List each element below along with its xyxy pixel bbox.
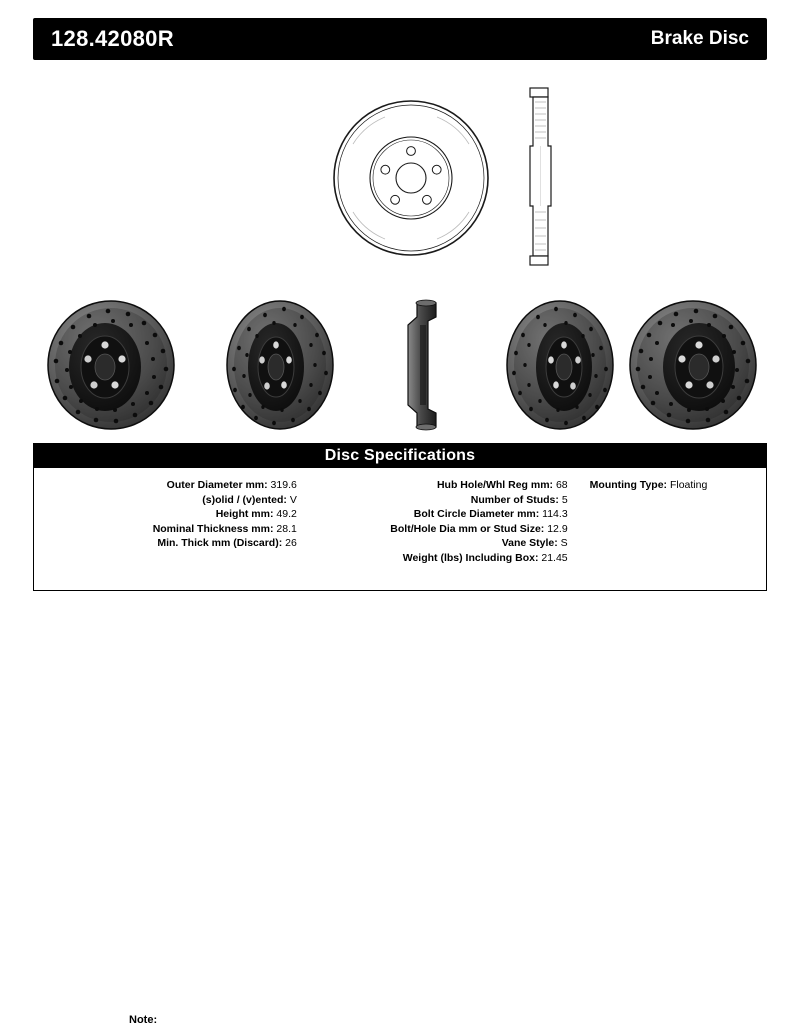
- rotor-photo-angle-right-center: [507, 301, 613, 429]
- spec-value: S: [560, 537, 568, 549]
- spec-value: 114.3: [542, 508, 568, 520]
- spec-value: 26: [285, 537, 297, 549]
- rotor-photo-angle-right: [630, 301, 756, 429]
- rotor-photo-row: [33, 295, 767, 435]
- rotor-photo-edge-center: [408, 300, 436, 430]
- spec-value: 319.6: [270, 479, 297, 491]
- disc-specifications-panel: [33, 443, 767, 1026]
- spec-label: Mounting Type:: [589, 479, 668, 491]
- spec-column-middle: [305, 478, 576, 565]
- spec-value: V: [289, 493, 297, 506]
- product-type: Brake Disc: [650, 28, 749, 49]
- spec-label: Height mm:: [215, 508, 274, 520]
- spec-row: [305, 522, 576, 537]
- spec-row: [576, 478, 766, 493]
- top-face-view: [334, 101, 488, 255]
- spec-row: [34, 478, 305, 493]
- spec-value: 49.2: [276, 508, 297, 520]
- spec-label: Bolt/Hole Dia mm or Stud Size:: [390, 522, 545, 535]
- spec-label: Nominal Thickness mm:: [152, 522, 274, 535]
- spec-label: Number of Studs:: [470, 493, 559, 506]
- spec-label: Min. Thick mm (Discard):: [157, 537, 283, 549]
- spec-row: [305, 536, 576, 551]
- spec-label: Bolt Circle Diameter mm:: [413, 508, 540, 520]
- spec-label: Weight (lbs) Including Box:: [402, 551, 539, 564]
- note-label: Note:: [129, 1014, 158, 1026]
- part-number: 128.42080R: [51, 26, 174, 51]
- spec-row: [305, 493, 576, 508]
- top-edge-view: [530, 88, 551, 265]
- spec-value: Floating: [669, 479, 708, 491]
- spec-value: 28.1: [276, 522, 297, 535]
- spec-value: 21.45: [541, 551, 568, 564]
- disc-line-drawings: [33, 70, 767, 285]
- spec-column-left: [34, 478, 305, 565]
- spec-row: [305, 478, 576, 493]
- spec-label: Hub Hole/Whl Reg mm:: [436, 479, 554, 491]
- spec-row: [34, 536, 305, 551]
- spec-label: (s)olid / (v)ented:: [202, 493, 287, 506]
- spec-row: [305, 507, 576, 522]
- spec-column-right: [576, 478, 766, 565]
- spec-row: [34, 493, 305, 508]
- spec-title: Disc Specifications: [34, 444, 766, 468]
- spec-label: Outer Diameter mm:: [166, 479, 268, 491]
- note-row: [129, 1014, 157, 1026]
- header-bar: [33, 18, 767, 60]
- rotor-photo-angle-left-center: [227, 301, 333, 429]
- spec-value: 12.9: [547, 522, 568, 535]
- spec-value: 68: [555, 479, 568, 491]
- rotor-photos: [33, 295, 767, 435]
- top-drawing-area: [33, 70, 767, 285]
- spec-row: [305, 551, 576, 566]
- rotor-photo-angle-left: [48, 301, 174, 429]
- spec-label: Vane Style:: [501, 537, 558, 549]
- spec-row: [34, 507, 305, 522]
- spec-row: [34, 522, 305, 537]
- spec-value: 5: [561, 493, 568, 506]
